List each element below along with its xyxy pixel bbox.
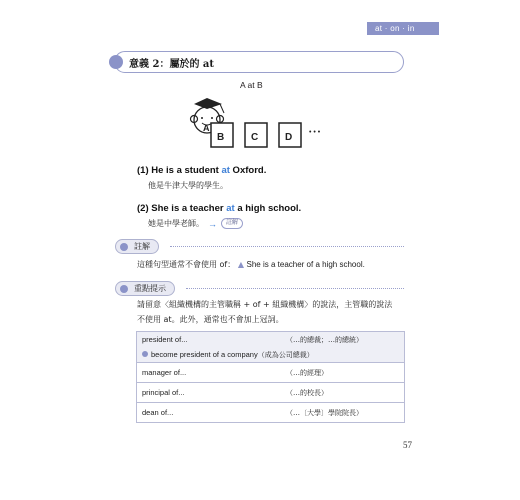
character-letter: A <box>203 123 210 133</box>
section-bullet-icon <box>109 55 123 69</box>
example-1 <box>137 165 266 191</box>
tip-label: 重點提示 <box>115 281 175 296</box>
warning-triangle-icon: ▲ <box>237 260 244 269</box>
note-label: 註解 <box>115 239 159 254</box>
section-header <box>114 51 404 73</box>
table-row: dean of... （…〔大學〕學院院長） <box>142 408 363 417</box>
at-illustration <box>180 93 340 153</box>
ellipsis: • • • <box>309 129 321 136</box>
box-c <box>245 123 267 147</box>
tip-text-line-1: 請留意〈組織機構的主管職稱 + of + 組織機構〉的說法，主管職的說法 <box>137 300 393 309</box>
table-row: principal of... （…的校長） <box>137 383 404 403</box>
note-text: 這種句型通常不會使用 of： ▲ She is a teacher of a high school. <box>137 260 365 269</box>
chapter-tab: at · on · in <box>367 22 439 35</box>
table-row: manager of... （…的經理） <box>137 363 404 383</box>
illustration-caption: A at B <box>240 80 263 90</box>
label-dot-icon <box>120 243 128 251</box>
box-label: C <box>251 132 259 143</box>
page-number: 57 <box>403 440 412 450</box>
example-1-translation: 他是牛津大學的學生。 <box>148 181 228 190</box>
box-b <box>211 123 233 147</box>
example-2-sentence: (2) She is a teacher at a high school. <box>137 203 302 214</box>
divider <box>186 288 404 289</box>
example-2-translation: 她是中學老師。 → 註解 <box>137 218 301 229</box>
example-2 <box>137 203 301 229</box>
note-reference-chip: 註解 <box>221 218 243 229</box>
title-table <box>136 331 405 423</box>
arrow-right-icon: → <box>208 218 217 229</box>
section-title: 意義 2：屬於的 at <box>129 59 215 70</box>
example-1-sentence: (1) He is a student at Oxford. <box>137 165 267 176</box>
table-row: president of... （…的總裁；…的總統） become president of a company（成為公司總裁） <box>137 332 404 363</box>
box-label: D <box>285 132 293 143</box>
divider <box>170 246 404 247</box>
label-dot-icon <box>120 285 128 293</box>
highlight-at: at <box>221 165 230 176</box>
highlight-at: at <box>226 203 235 214</box>
bullet-icon <box>142 351 148 357</box>
box-d <box>279 123 301 147</box>
box-label: B <box>217 132 225 143</box>
tip-text-line-2: 不使用 at。此外，通常也不會加上冠詞。 <box>137 315 284 324</box>
